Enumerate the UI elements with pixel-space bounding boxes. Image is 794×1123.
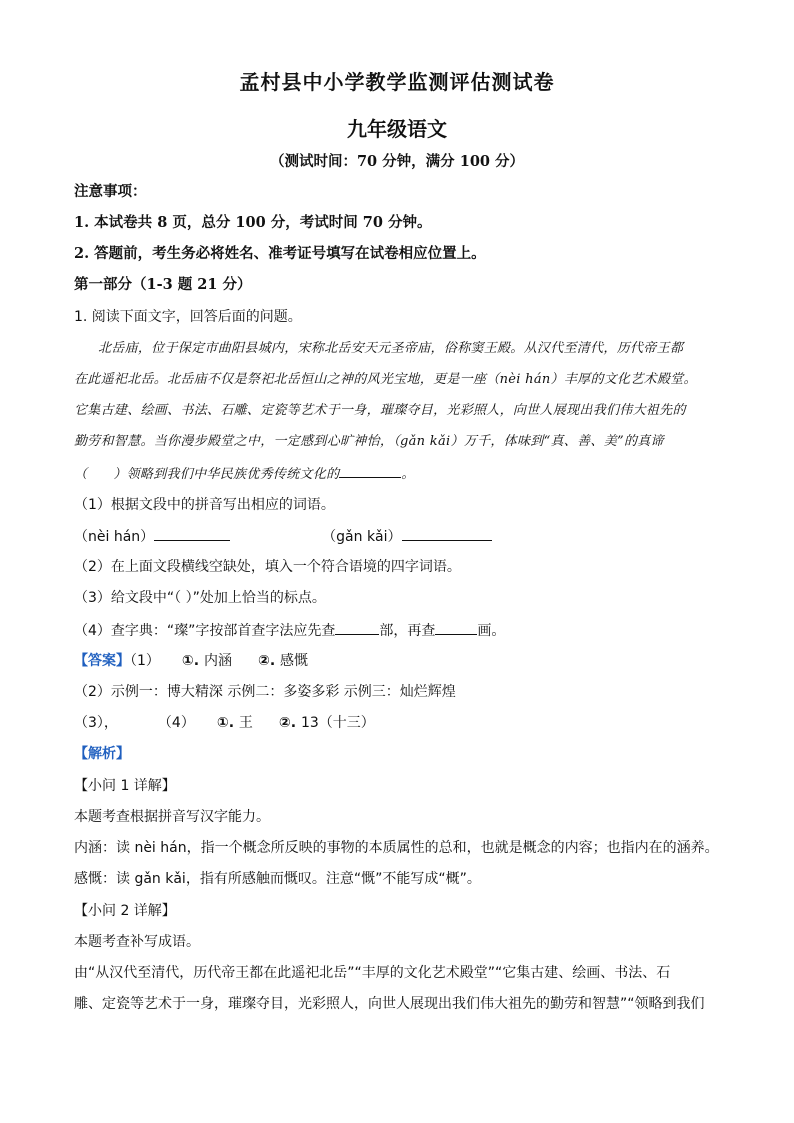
notes-heading: 注意事项： bbox=[74, 183, 147, 200]
notes-item-1: 1. 本试卷共 8 页，总分 100 分，考试时间 70 分钟。 bbox=[74, 214, 432, 231]
passage-line-5: （ ）领略到我们中华民族优秀传统文化的 。 bbox=[74, 463, 734, 485]
analysis-q2-line-1: 本题考查补写成语。 bbox=[74, 934, 200, 950]
sub-question-3: （3）给文段中“（ ）”处加上恰当的标点。 bbox=[74, 590, 326, 606]
analysis-q1-heading: 【小问 1 详解】 bbox=[74, 778, 176, 794]
analysis-q2-line-3: 雕、定瓷等艺术于一身，璀璨夺目，光彩照人，向世人展现出我们伟大祖先的勤劳和智慧”“领略到我们 bbox=[74, 996, 705, 1012]
answer-blank-radical[interactable] bbox=[335, 620, 379, 635]
question1-prompt: 1. 阅读下面文字，回答后面的问题。 bbox=[74, 309, 302, 325]
exam-title: 孟村县中小学教学监测评估测试卷 bbox=[239, 70, 555, 94]
answer-blank-idiom[interactable] bbox=[339, 463, 401, 478]
answer-row-3: （3）， （4） ①. 王 ②. 13（十三） bbox=[74, 715, 375, 731]
answer-blank-strokes[interactable] bbox=[435, 620, 477, 635]
passage-line-4: 勤劳和智慧。当你漫步殿堂之中，一定感到心旷神怡，（gǎn kǎi）万千，体味到“真、善、美”的真谛 bbox=[74, 434, 664, 449]
exam-subject: 九年级语文 bbox=[347, 117, 447, 141]
passage-line-2: 在此遥祀北岳。北岳庙不仅是祭祀北岳恒山之神的风光宝地，更是一座（nèi hán）丰厚的文化艺术殿堂。 bbox=[74, 372, 697, 387]
pinyin-blanks-row bbox=[74, 526, 734, 547]
analysis-q1-line-2: 内涵：读 nèi hán，指一个概念所反映的事物的本质属性的总和，也就是概念的内容；也指内在的涵养。 bbox=[74, 840, 719, 856]
sub-question-4: （4）查字典：“璨”字按部首查字法应先查 部，再查 画。 bbox=[74, 620, 734, 641]
sub-question-2: （2）在上面文段横线空缺处，填入一个符合语境的四字词语。 bbox=[74, 559, 461, 575]
analysis-q1-line-3: 感慨：读 gǎn kǎi，指有所感触而慨叹。注意“慨”不能写成“概”。 bbox=[74, 871, 481, 887]
pinyin-label-2: （gǎn kǎi） bbox=[322, 529, 402, 545]
answer-blank-pinyin-1[interactable] bbox=[154, 526, 230, 541]
part1-heading: 第一部分（1-3 题 21 分） bbox=[74, 276, 252, 293]
pinyin-label-1: （nèi hán） bbox=[74, 529, 155, 545]
analysis-q1-line-1: 本题考查根据拼音写汉字能力。 bbox=[74, 809, 270, 825]
analysis-q2-line-2: 由“从汉代至清代，历代帝王都在此遥祀北岳”“丰厚的文化艺术殿堂”“它集古建、绘画、书法、石 bbox=[74, 965, 671, 981]
passage-line-5-text: ）领略到我们中华民族优秀传统文化的 bbox=[113, 467, 340, 482]
paren-open: （ bbox=[74, 467, 88, 482]
sub-question-1: （1）根据文段中的拼音写出相应的词语。 bbox=[74, 497, 335, 513]
analysis-label: 【解析】 bbox=[74, 746, 130, 762]
answer-row-2: （2）示例一：博大精深 示例二：多姿多彩 示例三：灿烂辉煌 bbox=[74, 684, 456, 700]
passage-line-1: 北岳庙，位于保定市曲阳县城内，宋称北岳安天元圣帝庙，俗称窦王殿。从汉代至清代，历代帝王都 bbox=[98, 341, 684, 356]
answer-label: 【答案】 bbox=[74, 653, 130, 669]
passage-line-3: 它集古建、绘画、书法、石雕、定瓷等艺术于一身，璀璨夺目，光彩照人，向世人展现出我们伟大祖先的 bbox=[74, 403, 686, 418]
notes-item-2: 2. 答题前，考生务必将姓名、准考证号填写在试卷相应位置上。 bbox=[74, 245, 486, 262]
answer-blank-pinyin-2[interactable] bbox=[402, 526, 492, 541]
analysis-q2-heading: 【小问 2 详解】 bbox=[74, 903, 176, 919]
answer-row-1: 【答案】（1） ①. 内涵 ②. 感慨 bbox=[74, 653, 309, 669]
exam-time-info: （测试时间：70 分钟，满分 100 分） bbox=[269, 153, 525, 170]
